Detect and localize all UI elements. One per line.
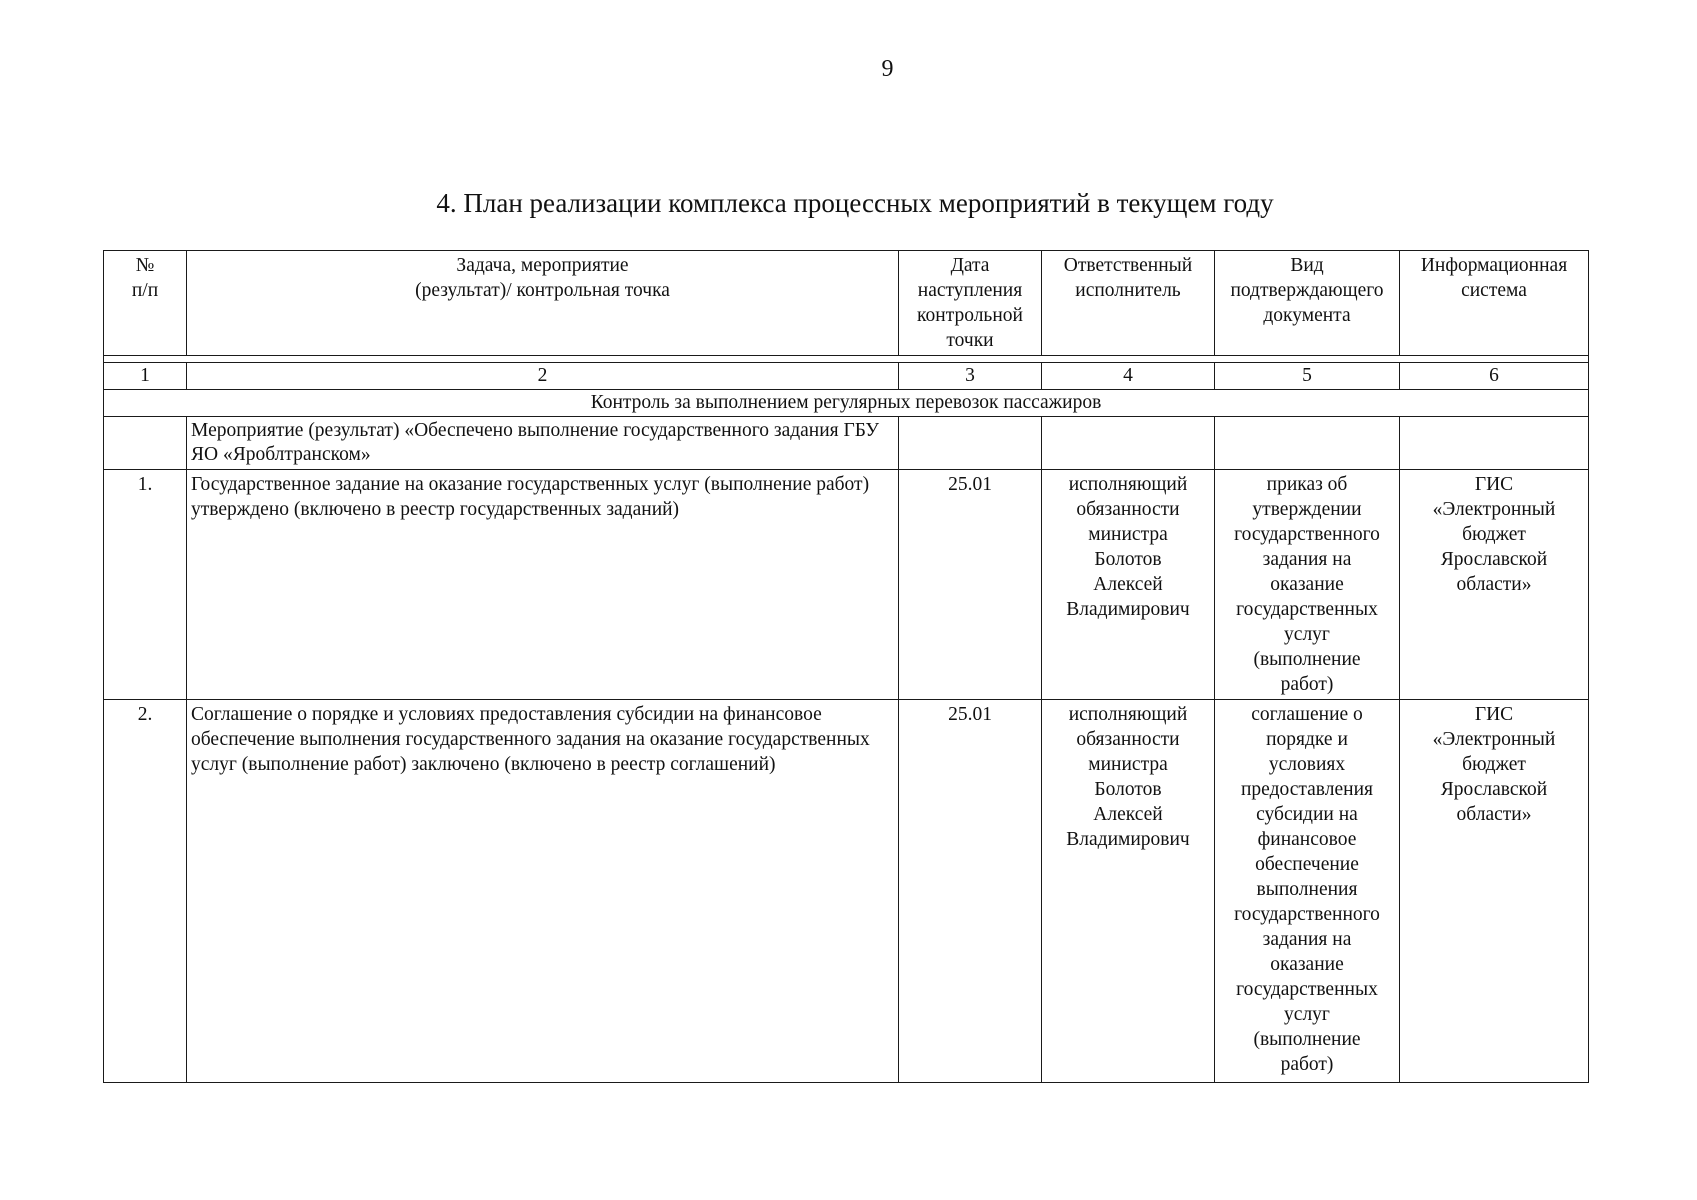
row-document-text: соглашение о порядке и условиях предоставления субсидии на финансовое обеспечение выполнения государственного задания на оказание государственных услуг (выполнение работ) — [1234, 704, 1380, 1075]
header-spacer-cell — [104, 356, 1589, 363]
section-row — [104, 390, 1589, 417]
header-spacer — [104, 356, 1589, 363]
page-title: 4. План реализации комплекса процессных мероприятий в текущем году — [436, 188, 1274, 218]
row-system-text: ГИС «Электронный бюджет Ярославской области» — [1432, 704, 1556, 825]
event-system-cell — [1400, 417, 1589, 470]
section-title: Контроль за выполнением регулярных перевозок пассажиров — [104, 390, 1589, 417]
event-row — [104, 417, 1589, 470]
row-task: Государственное задание на оказание государственных услуг (выполнение работ) утверждено (включено в реестр государственных заданий) — [187, 470, 899, 700]
row-system — [1400, 470, 1589, 700]
column-number-4: 4 — [1042, 363, 1215, 390]
header-system-text: Информационная система — [1420, 255, 1568, 301]
row-document — [1215, 470, 1400, 700]
row-system — [1400, 700, 1589, 1083]
plan-table — [103, 250, 1589, 1083]
header-system — [1400, 251, 1589, 356]
row-num: 2. — [104, 700, 187, 1083]
page-number: 9 — [881, 56, 894, 82]
column-number-5: 5 — [1215, 363, 1400, 390]
event-title: Мероприятие (результат) «Обеспечено выполнение государственного задания ГБУ ЯО «Яроблтранском» — [187, 417, 899, 470]
row-responsible-text: исполняющий обязанности министра Болотов Алексей Владимирович — [1066, 474, 1190, 620]
event-responsible-cell — [1042, 417, 1215, 470]
column-number-2: 2 — [187, 363, 899, 390]
header-responsible — [1042, 251, 1215, 356]
row-system-text: ГИС «Электронный бюджет Ярославской области» — [1432, 474, 1556, 595]
row-task: Соглашение о порядке и условиях предоставления субсидии на финансовое обеспечение выполнения государственного задания на оказание государственных услуг (выполнение работ) заключено (включено в реестр соглашений) — [187, 700, 899, 1083]
table-row — [104, 470, 1589, 700]
row-date: 25.01 — [899, 470, 1042, 700]
header-num-text: № п/п — [131, 255, 159, 301]
column-number-3: 3 — [899, 363, 1042, 390]
event-document-cell — [1215, 417, 1400, 470]
column-number-1: 1 — [104, 363, 187, 390]
header-task — [187, 251, 899, 356]
header-document-text: Вид подтверждающего документа — [1230, 255, 1384, 326]
row-num: 1. — [104, 470, 187, 700]
table-row — [104, 700, 1589, 1083]
header-task-text: Задача, мероприятие (результат)/ контрольная точка — [415, 255, 670, 301]
column-number-row — [104, 363, 1589, 390]
row-responsible — [1042, 700, 1215, 1083]
header-responsible-text: Ответственный исполнитель — [1063, 255, 1193, 301]
header-date-text: Дата наступления контрольной точки — [917, 255, 1023, 351]
event-date-cell — [899, 417, 1042, 470]
table-header-row — [104, 251, 1589, 356]
row-document — [1215, 700, 1400, 1083]
header-num — [104, 251, 187, 356]
event-num-cell — [104, 417, 187, 470]
row-document-text: приказ об утверждении государственного задания на оказание государственных услуг (выполнение работ) — [1234, 474, 1380, 695]
row-responsible-text: исполняющий обязанности министра Болотов Алексей Владимирович — [1066, 704, 1190, 850]
column-number-6: 6 — [1400, 363, 1589, 390]
row-date: 25.01 — [899, 700, 1042, 1083]
header-date — [899, 251, 1042, 356]
header-document — [1215, 251, 1400, 356]
row-responsible — [1042, 470, 1215, 700]
